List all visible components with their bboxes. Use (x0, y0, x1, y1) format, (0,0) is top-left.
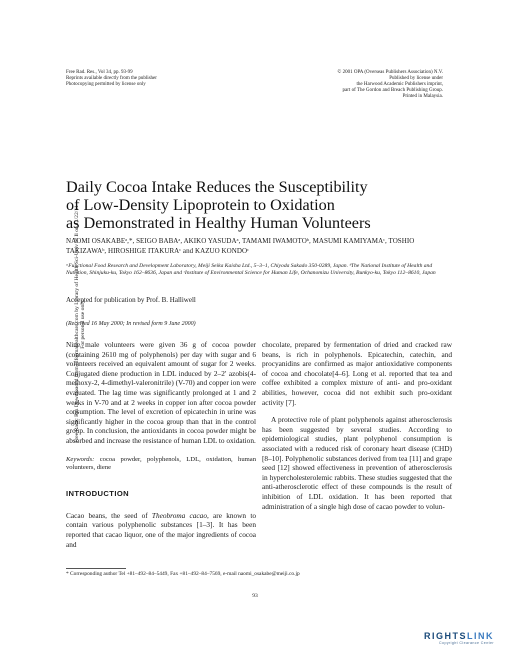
section-heading-introduction: INTRODUCTION (66, 489, 130, 499)
intro-text-pre: Cacao beans, the seed of (66, 510, 152, 520)
body-paragraph-1: chocolate, prepared by fermentation of dried and cracked raw beans, is rich in polyphenols. Epicatechin, catechin, and procyanidins are confirmed as major antioxidative components of cocoa and chocolate[4–6]. Long et al. reported that tea and coffee exhibited a complex mixture of anti- and pro-oxidant abilities, however, cocoa did not exhibit such pro-oxidant activity [7]. (262, 340, 452, 407)
abstract: Nine male volunteers were given 36 g of cocoa powder (containing 2610 mg of polyphenols) per day with sugar and 6 volunteers received an equivalent amount of sugar for 2 weeks. Conjugated diene production in LDL induced by 2–2′ azobis(4-methoxy-2, 4-dimethyl-valeronitrile) (V-70) and copper ion were evaluated. The lag time was significantly prolonged at 1 and 2 weeks in V-70 and at 2 weeks in copper ion after cocoa powder consumption. The level of excretion of epicatechin in urine was significantly higher in the cocoa group than that in the control group. In conclusion, the antioxidants in cocoa powder might be absorbed and increase the resistance of human LDL to oxidation. (66, 340, 256, 445)
license-line: Published by license under (389, 76, 443, 81)
title-line1: Daily Cocoa Intake Reduces the Susceptibility (66, 178, 368, 196)
journal-header-left (66, 70, 157, 88)
reprints-note: Reprints available directly from the publisher (66, 76, 157, 81)
paper-title (66, 178, 456, 233)
copyright-line: © 2001 OPA (Overseas Publishers Association) N.V. (337, 70, 443, 75)
logo-wordmark (424, 631, 494, 641)
column-right (262, 340, 452, 511)
corresponding-author-footnote: * Corresponding author Tel +81–492–84–5449, Fax +81–492–84–7569, e-mail naomi_osakabe@meiji.co.jp (66, 571, 300, 577)
keywords (66, 456, 256, 474)
group-line: part of The Gordon and Breach Publishing Group. (342, 88, 443, 93)
rightslink-logo[interactable] (424, 631, 494, 646)
imprint-line: the Harwood Academic Publishers imprint, (356, 82, 443, 87)
column-left (66, 340, 256, 549)
logo-brand-a: RIGHTS (423, 631, 467, 641)
keywords-text: cocoa powder, polyphenols, LDL, oxidation, human volunteers, diene (66, 455, 257, 472)
watermark-line2: For personal use only. (80, 299, 86, 349)
journal-header-right (338, 70, 443, 100)
affiliations: ᵃFunctional Food Research and Development Laboratory, Meiji Seika Kaisha Ltd., 5–3–1, Chiyoda Sakado 350-0289, Japan. ᵇThe National Institute of Health and Nutrition, Shinjuku-ku, Tokyo 162–8636, Japan and ᶜInstitute of Environmental Science for Human Life, Ochanomizu University, Bunkyo-ku, Tokyo 112–8610, Japan (66, 263, 436, 277)
body-paragraph-2: A protective role of plant polyphenols against atherosclerosis has been suggested by several studies. According to epidemiological studies, plant polyphenol consumption is associated with a reduced risk of coronary heart disease (CHD) [8–10]. Polyphenolic substances derived from tea [11] and grape seed [12] showed effectiveness in prevention of atherosclerosis in hypercholesterolemic rabbits. These studies suggested that the anti-atherosclerotic effect of these compounds is the result of inhibition of LDL oxidation. It has been reported that administration of a single high dose of cacao powder to volun- (262, 415, 452, 511)
intro-text-post: , are known to contain various polyphenolic substances [1–3]. It has been reported that cacao liquor, one of the major ingredients of cocoa and (66, 510, 257, 549)
species-name: Theobroma cacao (151, 510, 207, 520)
journal-citation: Free Rad. Res., Vol 34, pp. 93-99 (66, 70, 133, 75)
watermark-line1: Free Radic Res Downloaded from informahealthcare.com by Library of Health Sci-Univ of Il on 11/22/11 (74, 205, 80, 443)
photocopy-note: Photocopying permitted by license only (66, 82, 146, 87)
intro-paragraph (66, 511, 256, 549)
keywords-label: Keywords: (66, 455, 95, 463)
footnote-rule (66, 568, 126, 569)
page-number: 93 (252, 593, 258, 599)
logo-brand-b: LINK (467, 631, 494, 641)
accepted-note: Accepted for publication by Prof. B. Halliwell (66, 296, 196, 304)
author-list: NAOMI OSAKABEᵃ,*, SEIGO BABAᵃ, AKIKO YASUDAᵃ, TAMAMI IWAMOTOᵇ, MASUMI KAMIYAMAᶜ, TOSHIO TAKIZAWAᵇ, HIROSHIGE ITAKURAᶜ and KAZUO KONDOᶜ (66, 237, 415, 255)
received-dates: (Received 16 May 2000; In revised form 9 June 2000) (66, 321, 196, 327)
printed-line: Printed in Malaysia. (402, 94, 443, 99)
title-line3: as Demonstrated in Healthy Human Volunteers (66, 214, 371, 233)
title-line2: of Low-Density Lipoprotein to Oxidation (66, 196, 335, 215)
logo-tagline: Copyright Clearance Center (439, 641, 494, 645)
